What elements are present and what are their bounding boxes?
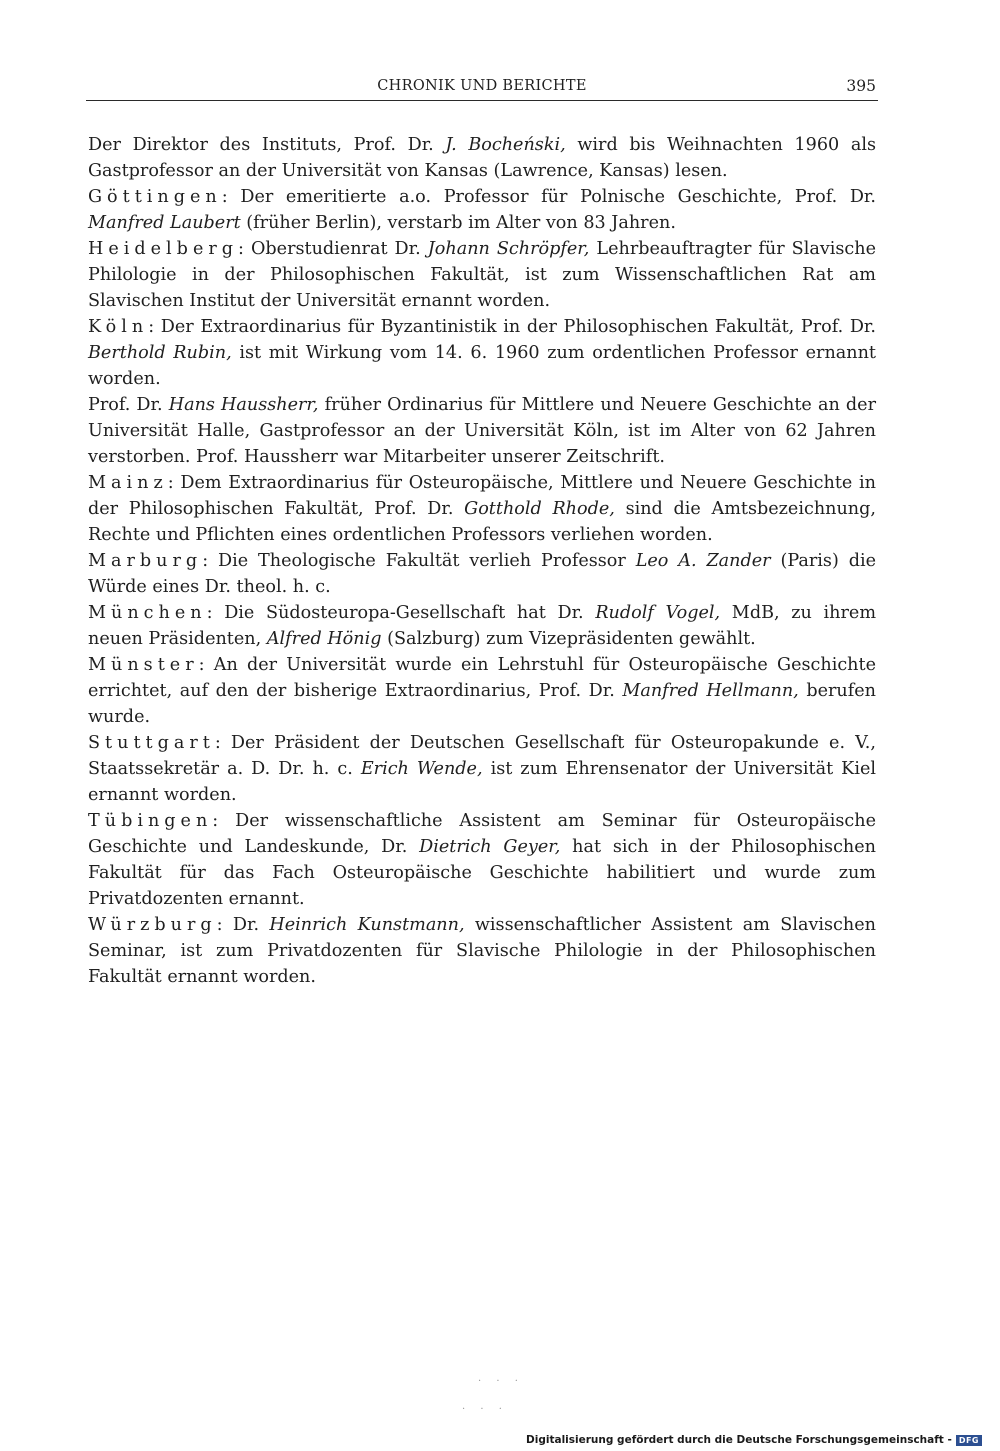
paragraph-bochenski: Der Direktor des Instituts, Prof. Dr. J. Bocheński, wird bis Weihnachten 1960 als Gastprofessor an der Universität von Kansas (Lawrence, Kansas) lesen.	[88, 135, 877, 181]
person-name: Rudolf Vogel,	[595, 603, 721, 623]
person-name: Leo A. Zander	[635, 551, 771, 571]
scan-speckle: · · ·	[462, 1404, 508, 1415]
place-name: Würzburg	[88, 915, 217, 935]
place-name: Göttingen	[88, 187, 222, 207]
place-name: Münster	[88, 655, 199, 675]
running-header	[86, 74, 878, 101]
header-title: CHRONIK UND BERICHTE	[377, 78, 587, 94]
person-name: Erich Wende,	[360, 759, 483, 779]
article-body	[88, 132, 876, 990]
place-name: Tübingen	[88, 811, 213, 831]
person-name: Hans Haussherr,	[168, 395, 319, 415]
person-name: J. Bocheński,	[445, 135, 566, 155]
paragraph-muenster: Münster: An der Universität wurde ein Lehrstuhl für Osteuropäische Geschichte errichtet, auf den der bisherige Extraordinarius, Prof. Dr. Manfred Hellmann, berufen wurde.	[88, 655, 876, 727]
paragraph-marburg: Marburg: Die Theologische Fakultät verlieh Professor Leo A. Zander (Paris) die Würde eines Dr. theol. h. c.	[88, 551, 876, 597]
place-name: München	[88, 603, 207, 623]
place-name: Marburg	[88, 551, 203, 571]
place-name: Mainz	[88, 473, 168, 493]
person-name: Dietrich Geyer,	[419, 837, 561, 857]
person-name: Heinrich Kunstmann,	[269, 915, 465, 935]
paragraph-stuttgart: Stuttgart: Der Präsident der Deutschen Gesellschaft für Osteuropakunde e. V., Staatssekretär a. D. Dr. h. c. Erich Wende, ist zum Ehrensenator der Universität Kiel ernannt worden.	[88, 733, 876, 805]
person-name: Gotthold Rhode,	[464, 499, 615, 519]
paragraph-wuerzburg: Würzburg: Dr. Heinrich Kunstmann, wissenschaftlicher Assistent am Slavischen Seminar, ist zum Privatdozenten für Slavische Philologie in der Philosophischen Fakultät ernannt worden.	[88, 915, 876, 987]
place-name: Stuttgart	[88, 733, 215, 753]
page-number: 395	[846, 77, 876, 95]
place-name: Heidelberg	[88, 239, 239, 259]
place-name: Köln	[88, 317, 149, 337]
person-name: Johann Schröpfer,	[427, 239, 590, 259]
dfg-logo: DFG	[956, 1435, 982, 1446]
person-name: Manfred Laubert	[88, 213, 241, 233]
digitization-footer	[526, 1434, 982, 1446]
paragraph-mainz: Mainz: Dem Extraordinarius für Osteuropäische, Mittlere und Neuere Geschichte in der Philosophischen Fakultät, Prof. Dr. Gotthold Rhode, sind die Amtsbezeichnung, Rechte und Pflichten eines ordentlichen Professors verliehen worden.	[88, 473, 876, 545]
scan-speckle: · · ·	[478, 1376, 524, 1387]
paragraph-koeln: Köln: Der Extraordinarius für Byzantinistik in der Philosophischen Fakultät, Prof. Dr. Berthold Rubin, ist mit Wirkung vom 14. 6. 1960 zum ordentlichen Professor ernannt worden.	[88, 317, 876, 389]
person-name: Alfred Hönig	[266, 629, 382, 649]
paragraph-tuebingen: Tübingen: Der wissenschaftliche Assistent am Seminar für Osteuropäische Geschichte und Landeskunde, Dr. Dietrich Geyer, hat sich in der Philosophischen Fakultät für das Fach Osteuropäische Geschichte habilitiert und wurde zum Privatdozenten ernannt.	[88, 811, 876, 909]
person-name: Manfred Hellmann,	[622, 681, 799, 701]
paragraph-goettingen: Göttingen: Der emeritierte a.o. Professor für Polnische Geschichte, Prof. Dr. Manfred Laubert (früher Berlin), verstarb im Alter von 83 Jahren.	[88, 187, 876, 233]
paragraph-muenchen: München: Die Südosteuropa-Gesellschaft hat Dr. Rudolf Vogel, MdB, zu ihrem neuen Präsidenten, Alfred Hönig (Salzburg) zum Vizepräsidenten gewählt.	[88, 603, 877, 649]
paragraph-heidelberg: Heidelberg: Oberstudienrat Dr. Johann Schröpfer, Lehrbeauftragter für Slavische Philologie in der Philosophischen Fakultät, ist zum Wissenschaftlichen Rat am Slavischen Institut der Universität ernannt worden.	[88, 239, 877, 311]
paragraph-haussherr: Prof. Dr. Hans Haussherr, früher Ordinarius für Mittlere und Neuere Geschichte an der Universität Halle, Gastprofessor an der Universität Köln, ist im Alter von 62 Jahren verstorben. Prof. Haussherr war Mitarbeiter unserer Zeitschrift.	[88, 395, 876, 467]
footer-credit: Digitalisierung gefördert durch die Deutsche Forschungsgemeinschaft -	[526, 1434, 952, 1446]
person-name: Berthold Rubin,	[88, 343, 232, 363]
